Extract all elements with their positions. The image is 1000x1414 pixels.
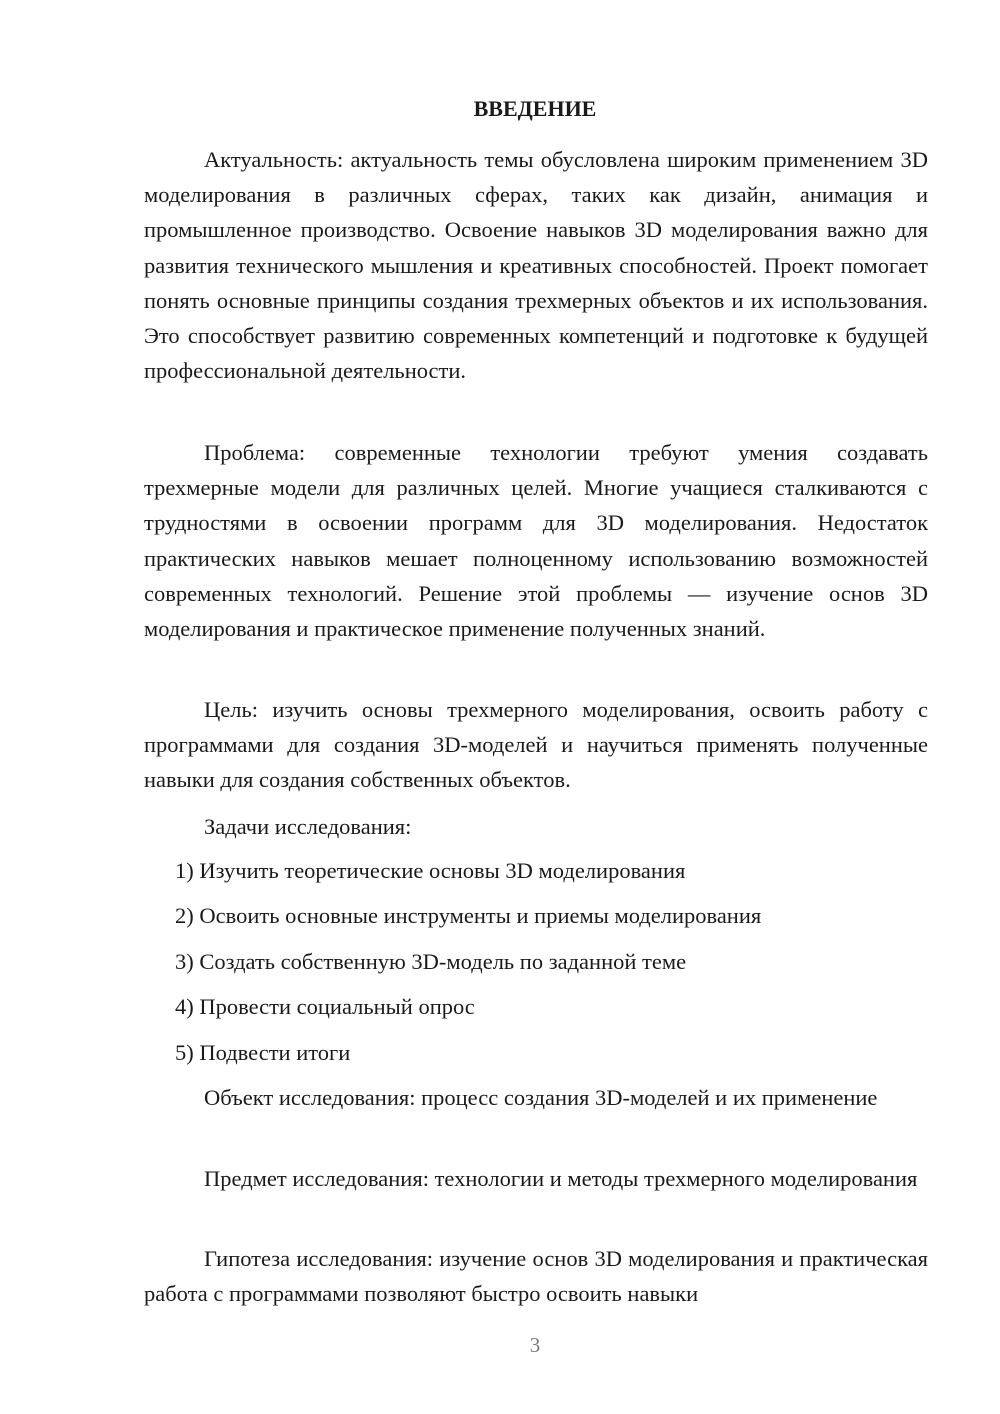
section-heading: ВВЕДЕНИЕ <box>473 96 597 121</box>
hypothesis-paragraph <box>144 1241 928 1311</box>
task-item-1: 1) Изучить теоретические основы 3D моделирования <box>175 858 686 883</box>
goal-paragraph <box>144 692 928 798</box>
hypothesis-text: Гипотеза исследования: изучение основ 3D моделирования и практическая работа с программами позволяют быстро освоить навыки <box>144 1246 928 1307</box>
tasks-title-paragraph <box>144 809 928 844</box>
task-item <box>144 1035 928 1070</box>
goal-text: Цель: изучить основы трехмерного моделирования, освоить работу с программами для создания 3D-моделей и научиться применять полученные навыки для создания собственных объектов. <box>144 697 928 793</box>
object-text: Объект исследования: процесс создания 3D-моделей и их применение <box>204 1085 878 1110</box>
subject-paragraph <box>144 1161 928 1196</box>
problem-text: Проблема: современные технологии требуют умения создавать трехмерные модели для различных целей. Многие учащиеся сталкиваются с трудностями в освоении программ для 3D моделирования. Недостаток практических навыков мешает полноценному использованию возможностей современных технологий. Решение этой проблемы — изучение основ 3D моделирования и практическое применение полученных знаний. <box>144 440 928 642</box>
task-item <box>144 898 928 933</box>
subject-text: Предмет исследования: технологии и методы трехмерного моделирования <box>204 1166 918 1191</box>
task-item-4: 4) Провести социальный опрос <box>175 994 475 1019</box>
task-item-5: 5) Подвести итоги <box>175 1040 351 1065</box>
relevance-paragraph <box>144 142 928 388</box>
problem-paragraph <box>144 435 928 646</box>
tasks-title: Задачи исследования: <box>204 814 412 839</box>
page-number: 3 <box>529 1333 541 1357</box>
task-item <box>144 944 928 979</box>
object-paragraph <box>144 1080 928 1115</box>
task-item-2: 2) Освоить основные инструменты и приемы моделирования <box>175 903 762 928</box>
task-item <box>144 853 928 888</box>
task-item-3: 3) Создать собственную 3D-модель по заданной теме <box>175 949 687 974</box>
task-item <box>144 989 928 1024</box>
relevance-text: Актуальность: актуальность темы обусловлена широким применением 3D моделирования в различных сферах, таких как дизайн, анимация и промышленное производство. Освоение навыков 3D моделирования важно для развития технического мышления и креативных способностей. Проект помогает понять основные принципы создания трехмерных объектов и их использования. Это способствует развитию современных компетенций и подготовке к будущей профессиональной деятельности. <box>144 147 928 384</box>
